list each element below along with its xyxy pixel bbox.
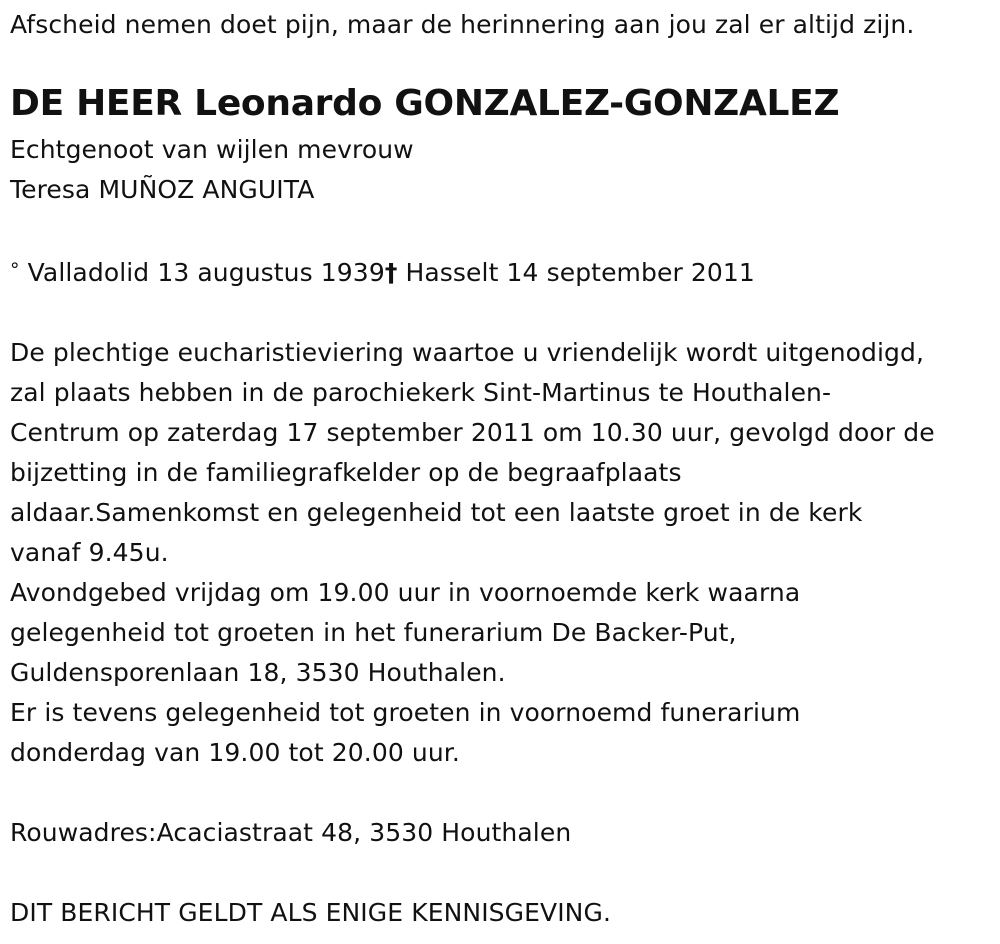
birth-text: Valladolid 13 augustus 1939 — [27, 258, 385, 287]
dates-line — [10, 250, 995, 293]
ceremony-line: Centrum op zaterdag 17 september 2011 om 10.30 uur, gevolgd door de — [10, 418, 935, 447]
death-symbol: † — [384, 258, 398, 287]
quote-text: Afscheid nemen doet pijn, maar de herinnering aan jou zal er altijd zijn. — [10, 10, 915, 39]
spacer — [10, 293, 995, 333]
ceremony-line: gelegenheid tot groeten in het funerarium De Backer-Put, — [10, 618, 737, 647]
ceremony-line: De plechtige eucharistieviering waartoe u vriendelijk wordt uitgenodigd, — [10, 338, 925, 367]
spouse-name: Teresa MUÑOZ ANGUITA — [10, 175, 315, 204]
death-notice — [10, 0, 995, 933]
spacer — [10, 210, 995, 250]
deceased-name: DE HEER Leonardo GONZALEZ-GONZALEZ — [10, 83, 840, 124]
death-text: Hasselt 14 september 2011 — [405, 258, 755, 287]
ceremony-text — [10, 333, 995, 773]
ceremony-line: Er is tevens gelegenheid tot groeten in voornoemd funerarium — [10, 698, 801, 727]
ceremony-line: aldaar.Samenkomst en gelegenheid tot een laatste groet in de kerk — [10, 498, 863, 527]
address-text: Rouwadres:Acaciastraat 48, 3530 Houthalen — [10, 818, 572, 847]
ceremony-line: donderdag van 19.00 tot 20.00 uur. — [10, 738, 460, 767]
relation-text: Echtgenoot van wijlen mevrouw — [10, 135, 414, 164]
ceremony-line: zal plaats hebben in de parochiekerk Sint-Martinus te Houthalen- — [10, 378, 832, 407]
ceremony-line: vanaf 9.45u. — [10, 538, 169, 567]
ceremony-line: Avondgebed vrijdag om 19.00 uur in voornoemde kerk waarna — [10, 578, 801, 607]
closing-text: DIT BERICHT GELDT ALS ENIGE KENNISGEVING. — [10, 898, 611, 927]
ceremony-line: Guldensporenlaan 18, 3530 Houthalen. — [10, 658, 506, 687]
ceremony-line: bijzetting in de familiegrafkelder op de begraafplaats — [10, 458, 682, 487]
spacer — [10, 773, 995, 813]
birth-symbol: ° — [10, 259, 20, 281]
spacer — [10, 853, 995, 893]
